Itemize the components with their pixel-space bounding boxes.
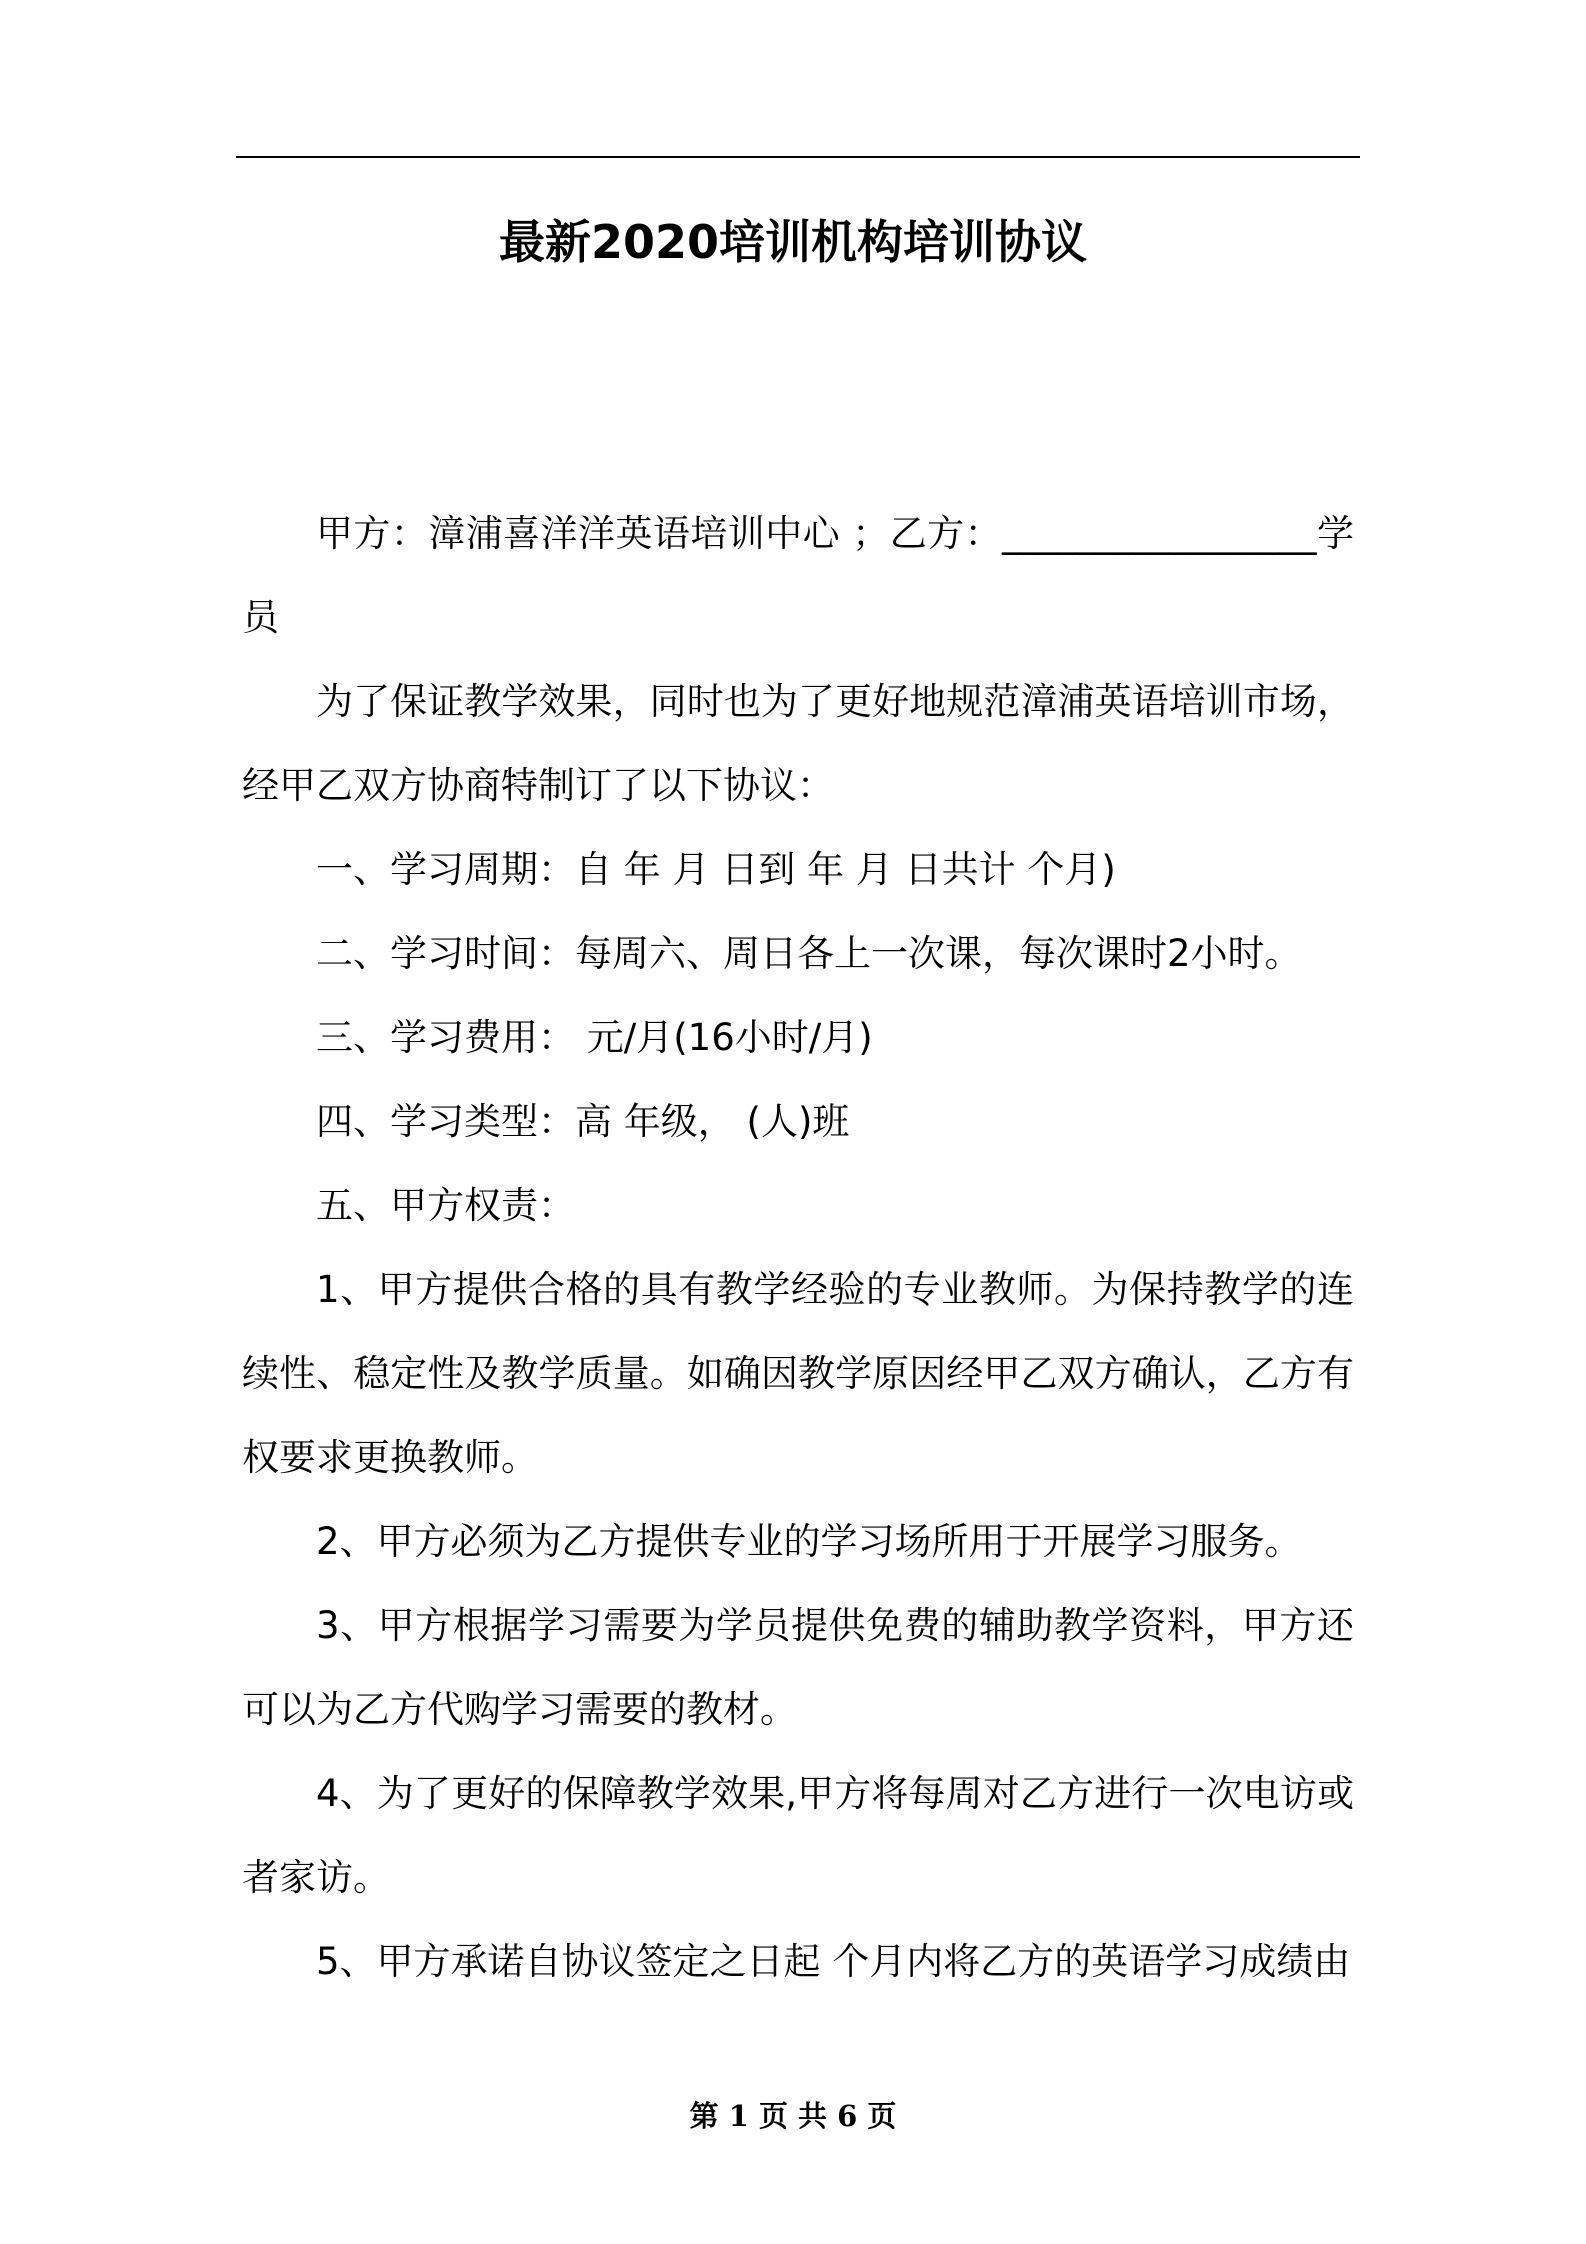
header-rule xyxy=(236,156,1360,158)
party-a-item-5: 5、甲方承诺自协议签定之日起 个月内将乙方的英语学习成绩由 xyxy=(316,1940,1351,1983)
clause-study-time: 二、学习时间：每周六、周日各上一次课，每次课时2小时。 xyxy=(316,932,1302,975)
clause-study-period: 一、学习周期：自 年 月 日到 年 月 日共计 个月) xyxy=(316,848,1116,891)
clause-study-fee: 三、学习费用： 元/月(16小时/月) xyxy=(316,1016,873,1059)
party-line: 甲方：漳浦喜洋洋英语培训中心 ；乙方：_________________学员 xyxy=(242,512,1354,639)
document-title: 最新2020培训机构培训协议 xyxy=(498,215,1088,269)
party-a-item-2: 2、甲方必须为乙方提供专业的学习场所用于开展学习服务。 xyxy=(316,1520,1302,1563)
clause-study-type: 四、学习类型：高 年级， (人)班 xyxy=(316,1100,850,1143)
clause-party-a-heading: 五、甲方权责： xyxy=(316,1184,575,1227)
party-a-item-4: 4、为了更好的保障教学效果,甲方将每周对乙方进行一次电访或者家访。 xyxy=(242,1772,1354,1899)
party-a-item-3: 3、甲方根据学习需要为学员提供免费的辅助教学资料，甲方还可以为乙方代购学习需要的教材。 xyxy=(242,1604,1354,1731)
document-body xyxy=(242,492,1354,2004)
page-footer: 第 1 页 共 6 页 xyxy=(689,2099,897,2133)
preamble-paragraph: 为了保证教学效果，同时也为了更好地规范漳浦英语培训市场，经甲乙双方协商特制订了以下协议： xyxy=(242,680,1354,807)
party-a-item-1: 1、甲方提供合格的具有教学经验的专业教师。为保持教学的连续性、稳定性及教学质量。如确因教学原因经甲乙双方确认，乙方有权要求更换教师。 xyxy=(242,1268,1354,1479)
